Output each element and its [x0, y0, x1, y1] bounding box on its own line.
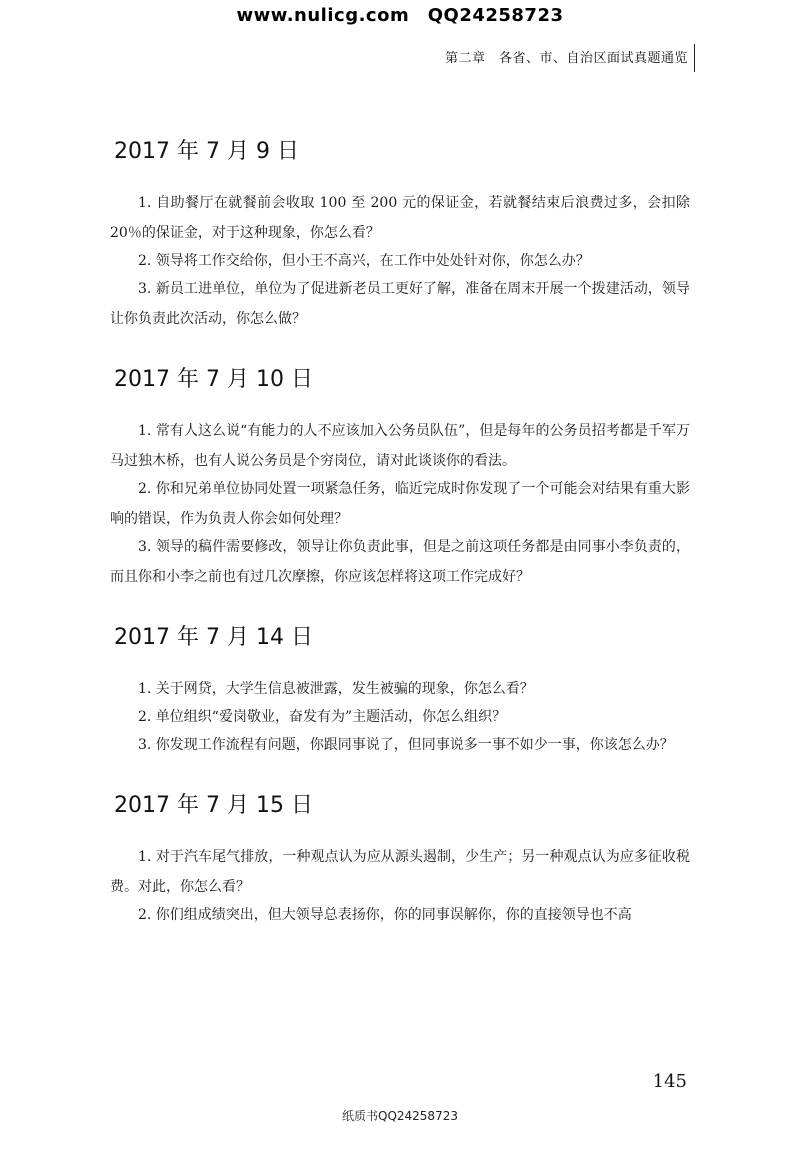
question-item: 1. 关于网贷，大学生信息被泄露，发生被骗的现象，你怎么看？ — [138, 681, 534, 697]
section-spacer — [0, 758, 800, 788]
watermark: www.nulicg.com QQ24258723 — [236, 5, 564, 26]
running-head-rule — [694, 44, 695, 72]
question-item: 2. 你们组成绩突出，但大领导总表扬你，你的同事误解你，你的直接领导也不高 — [138, 907, 632, 923]
running-head: 第二章 各省、市、自治区面试真题通览 — [444, 51, 688, 66]
section-jul-15 — [0, 788, 800, 930]
section-title: 2017 年 7 月 9 日 — [114, 139, 299, 164]
section-jul-14 — [0, 620, 800, 760]
page-number: 145 — [652, 1071, 687, 1092]
question-item: 1. 常有人这么说“有能力的人不应该加入公务员队伍”，但是每年的公务员招考都是千军万马过独木桥，也有人说公务员是个穷岗位，请对此谈谈你的看法。 — [110, 423, 690, 469]
section-title: 2017 年 7 月 14 日 — [114, 625, 313, 650]
question-item: 2. 单位组织“爱岗敬业，奋发有为”主题活动，你怎么组织？ — [138, 709, 507, 725]
section-jul-10 — [0, 362, 800, 592]
section-title: 2017 年 7 月 15 日 — [114, 793, 313, 818]
question-list — [0, 416, 690, 592]
section-spacer — [0, 590, 800, 620]
question-item: 1. 对于汽车尾气排放，一种观点认为应从源头遏制，少生产；另一种观点认为应多征收税费。对此，你怎么看？ — [110, 849, 690, 895]
section-spacer — [0, 332, 800, 362]
question-list — [0, 842, 690, 930]
section-title: 2017 年 7 月 10 日 — [114, 367, 313, 392]
question-item: 3. 新员工进单位，单位为了促进新老员工更好了解，准备在周末开展一个拨建活动，领导让你负责此次活动，你怎么做？ — [110, 281, 690, 327]
footer-note: 纸质书QQ24258723 — [342, 1109, 458, 1123]
question-list — [0, 188, 690, 334]
question-list — [0, 674, 690, 760]
question-item: 3. 领导的稿件需要修改，领导让你负责此事，但是之前这项任务都是由同事小李负责的，而且你和小李之前也有过几次摩擦，你应该怎样将这项工作完成好？ — [110, 539, 690, 585]
question-item: 2. 领导将工作交给你，但小王不高兴，在工作中处处针对你，你怎么办？ — [138, 253, 590, 269]
question-item: 1. 自助餐厅在就餐前会收取 100 至 200 元的保证金，若就餐结束后浪费过多，会扣除 20％的保证金，对于这种现象，你怎么看？ — [110, 195, 690, 241]
section-jul-9 — [0, 134, 800, 334]
page-content — [0, 134, 800, 928]
question-item: 2. 你和兄弟单位协同处置一项紧急任务，临近完成时你发现了一个可能会对结果有重大影响的错误，作为负责人你会如何处理？ — [110, 481, 690, 527]
question-item: 3. 你发现工作流程有问题，你跟同事说了，但同事说多一事不如少一事，你该怎么办？ — [138, 737, 674, 753]
